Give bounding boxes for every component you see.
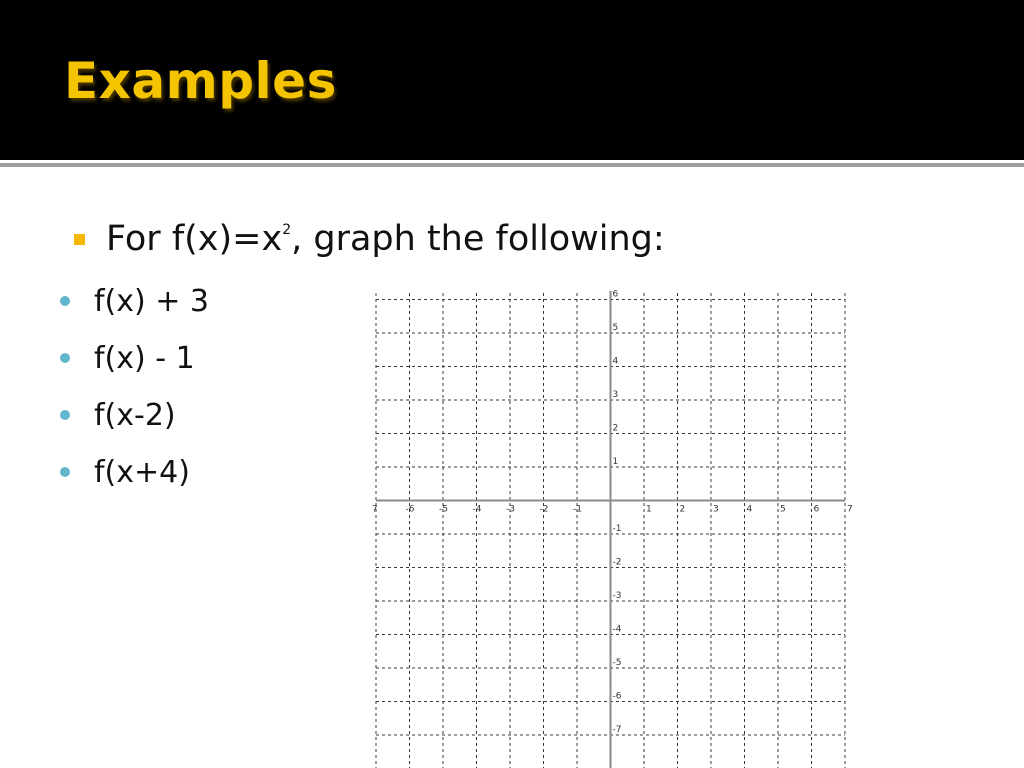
x-axis-tick-labels — [372, 505, 853, 515]
x-tick-label: 3 — [713, 504, 719, 515]
y-tick-label: -5 — [612, 658, 622, 668]
x-tick-label: 4 — [746, 504, 753, 515]
y-tick-label: 2 — [612, 423, 619, 434]
list-item-label: f(x+4) — [94, 454, 190, 490]
list-item — [60, 281, 209, 321]
y-tick-label: -7 — [612, 725, 622, 735]
bullet-dot-icon — [60, 410, 70, 420]
x-tick-label: -6 — [405, 504, 415, 515]
y-tick-label: -4 — [612, 624, 622, 635]
main-bullet-prefix: For f(x)=x — [106, 219, 283, 259]
exponent: 2 — [282, 222, 292, 238]
x-tick-label: 6 — [813, 504, 820, 515]
header-divider-gray — [0, 163, 1024, 167]
list-item-label: f(x) + 3 — [94, 283, 210, 319]
main-bullet — [74, 211, 665, 267]
x-tick-label: 7 — [847, 504, 853, 515]
square-bullet-icon — [74, 234, 85, 245]
y-tick-label: 4 — [612, 356, 619, 367]
list-item — [60, 452, 190, 492]
x-tick-label: 1 — [646, 504, 652, 515]
y-tick-label: -2 — [612, 557, 622, 568]
list-item-label: f(x) - 1 — [94, 340, 195, 376]
main-bullet-text — [106, 219, 665, 259]
bullet-dot-icon — [60, 296, 70, 306]
bullet-dot-icon — [60, 353, 70, 363]
x-tick-label: -5 — [439, 504, 448, 515]
list-item — [60, 338, 195, 378]
bullet-dot-icon — [60, 467, 70, 477]
list-item — [60, 395, 176, 435]
slide-title: Examples — [64, 52, 337, 110]
x-tick-label: 7 — [372, 504, 378, 515]
x-tick-label: -4 — [472, 504, 482, 515]
main-bullet-suffix: , graph the following: — [291, 219, 665, 259]
title-bar — [0, 0, 1024, 160]
x-tick-label: 2 — [679, 504, 686, 515]
x-tick-label: -2 — [539, 504, 549, 515]
y-tick-label: 5 — [612, 323, 619, 333]
y-tick-label: 3 — [612, 390, 619, 400]
list-item-label: f(x-2) — [94, 397, 176, 433]
axes — [376, 291, 845, 768]
y-tick-label: 6 — [612, 289, 619, 300]
coordinate-grid — [370, 288, 854, 768]
x-tick-label: 5 — [780, 504, 786, 515]
y-tick-label: 1 — [612, 457, 619, 467]
x-tick-label: -3 — [506, 504, 515, 515]
y-tick-label: -1 — [612, 524, 622, 534]
y-tick-label: -6 — [612, 691, 622, 702]
y-tick-label: -3 — [612, 591, 622, 601]
x-tick-label: -1 — [573, 504, 582, 515]
